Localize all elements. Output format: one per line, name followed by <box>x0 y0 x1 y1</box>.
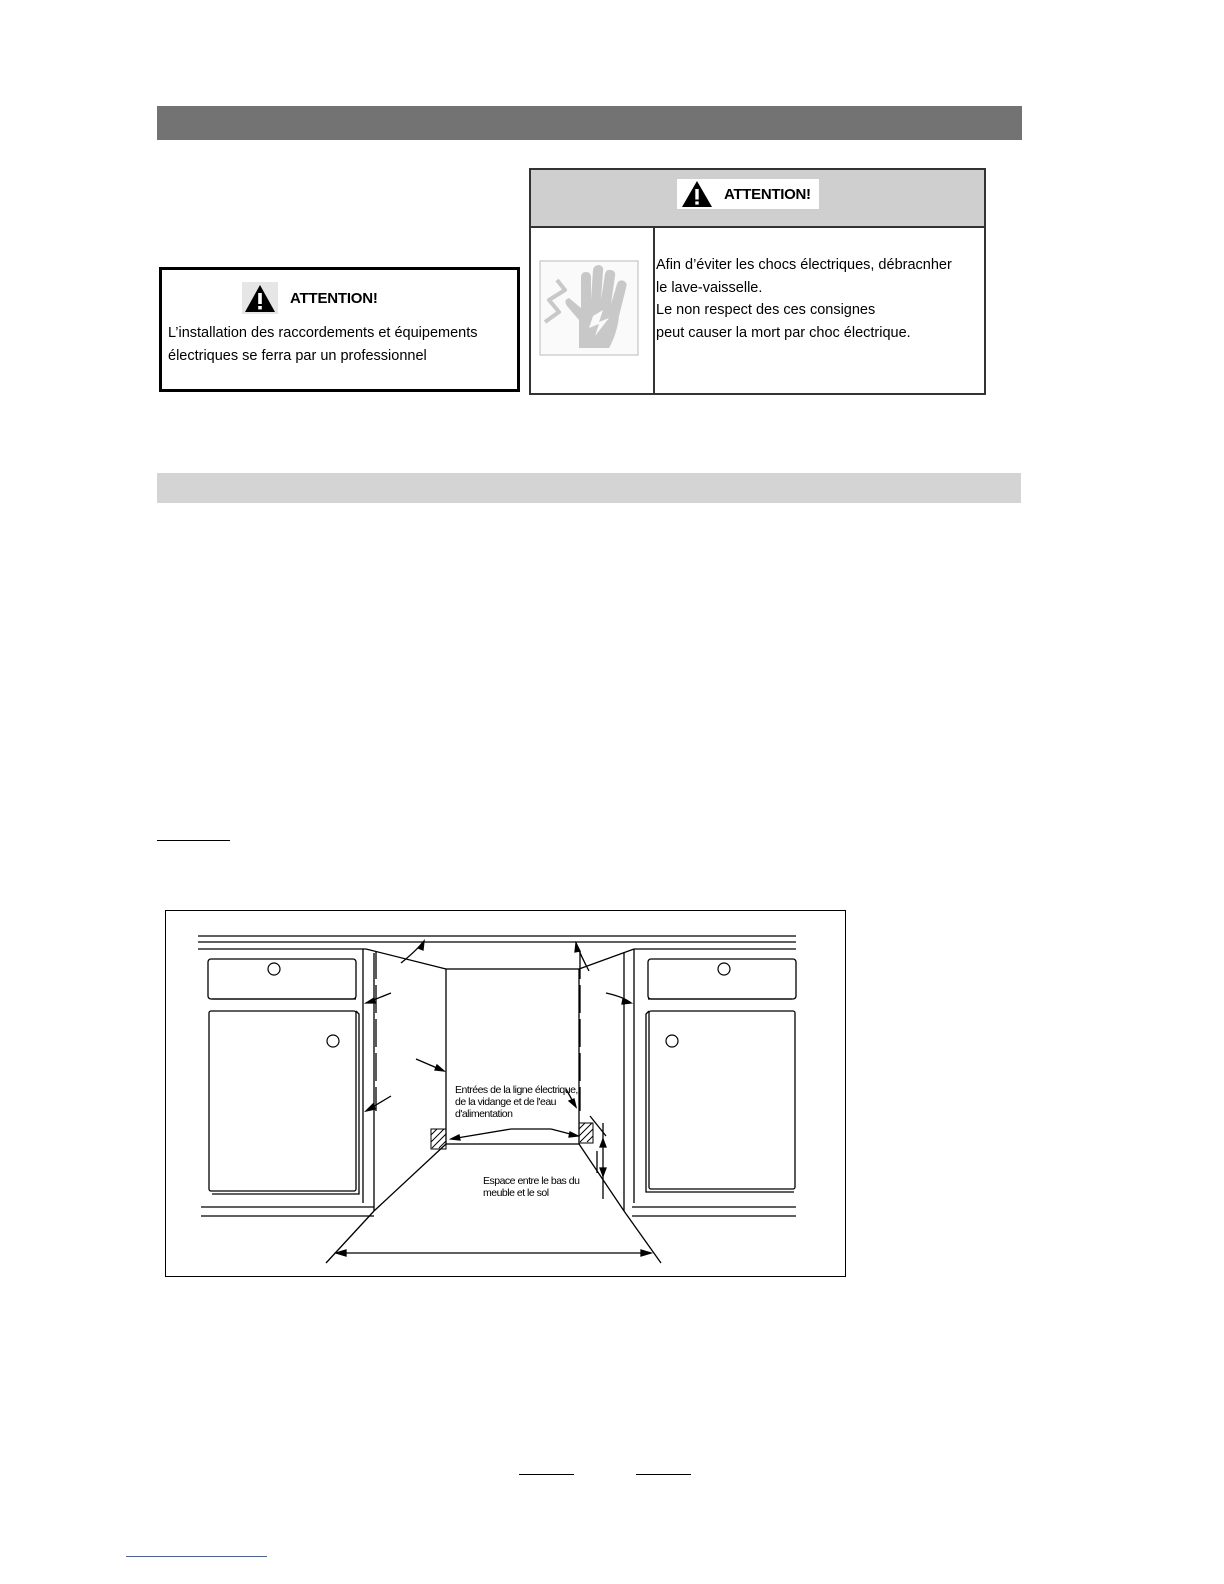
diagram-label-inlets: Entrées de la ligne électrique, de la vidange et de l'eau d'alimentation <box>455 1084 578 1120</box>
warning-text <box>656 254 952 344</box>
warning-line: électriques se ferra par un professionnel <box>168 348 427 364</box>
warning-header <box>531 170 984 228</box>
warning-triangle-icon <box>242 282 278 314</box>
warning-title: ATTENTION! <box>290 289 378 307</box>
diagram-label-floor-gap: Espace entre le bas du meuble et le sol <box>483 1175 580 1199</box>
column-divider <box>653 228 655 393</box>
warning-line: L’installation des raccordements et équipements <box>168 325 478 341</box>
link-underline <box>126 1556 267 1557</box>
warning-box-installation <box>159 267 520 392</box>
warning-line: Le non respect des ces consignes <box>656 302 876 318</box>
warning-line: Afin d’éviter les chocs électriques, débracnher <box>656 257 952 273</box>
warning-line: peut causer la mort par choc électrique. <box>656 324 911 341</box>
section-bar <box>157 473 1021 503</box>
warning-title: ATTENTION! <box>724 185 811 203</box>
underline-rule <box>157 840 230 841</box>
section-header-bar <box>157 106 1022 140</box>
warning-badge <box>677 179 819 209</box>
warning-header <box>242 282 378 314</box>
electric-shock-hand-icon <box>539 260 639 356</box>
underline-rule <box>519 1474 574 1475</box>
warning-line: le lave-vaisselle. <box>656 279 763 296</box>
installation-cavity-diagram <box>165 910 846 1277</box>
warning-box-electric-shock <box>529 168 986 395</box>
warning-triangle-icon <box>680 179 714 209</box>
warning-text <box>168 322 478 368</box>
underline-rule <box>636 1474 691 1475</box>
